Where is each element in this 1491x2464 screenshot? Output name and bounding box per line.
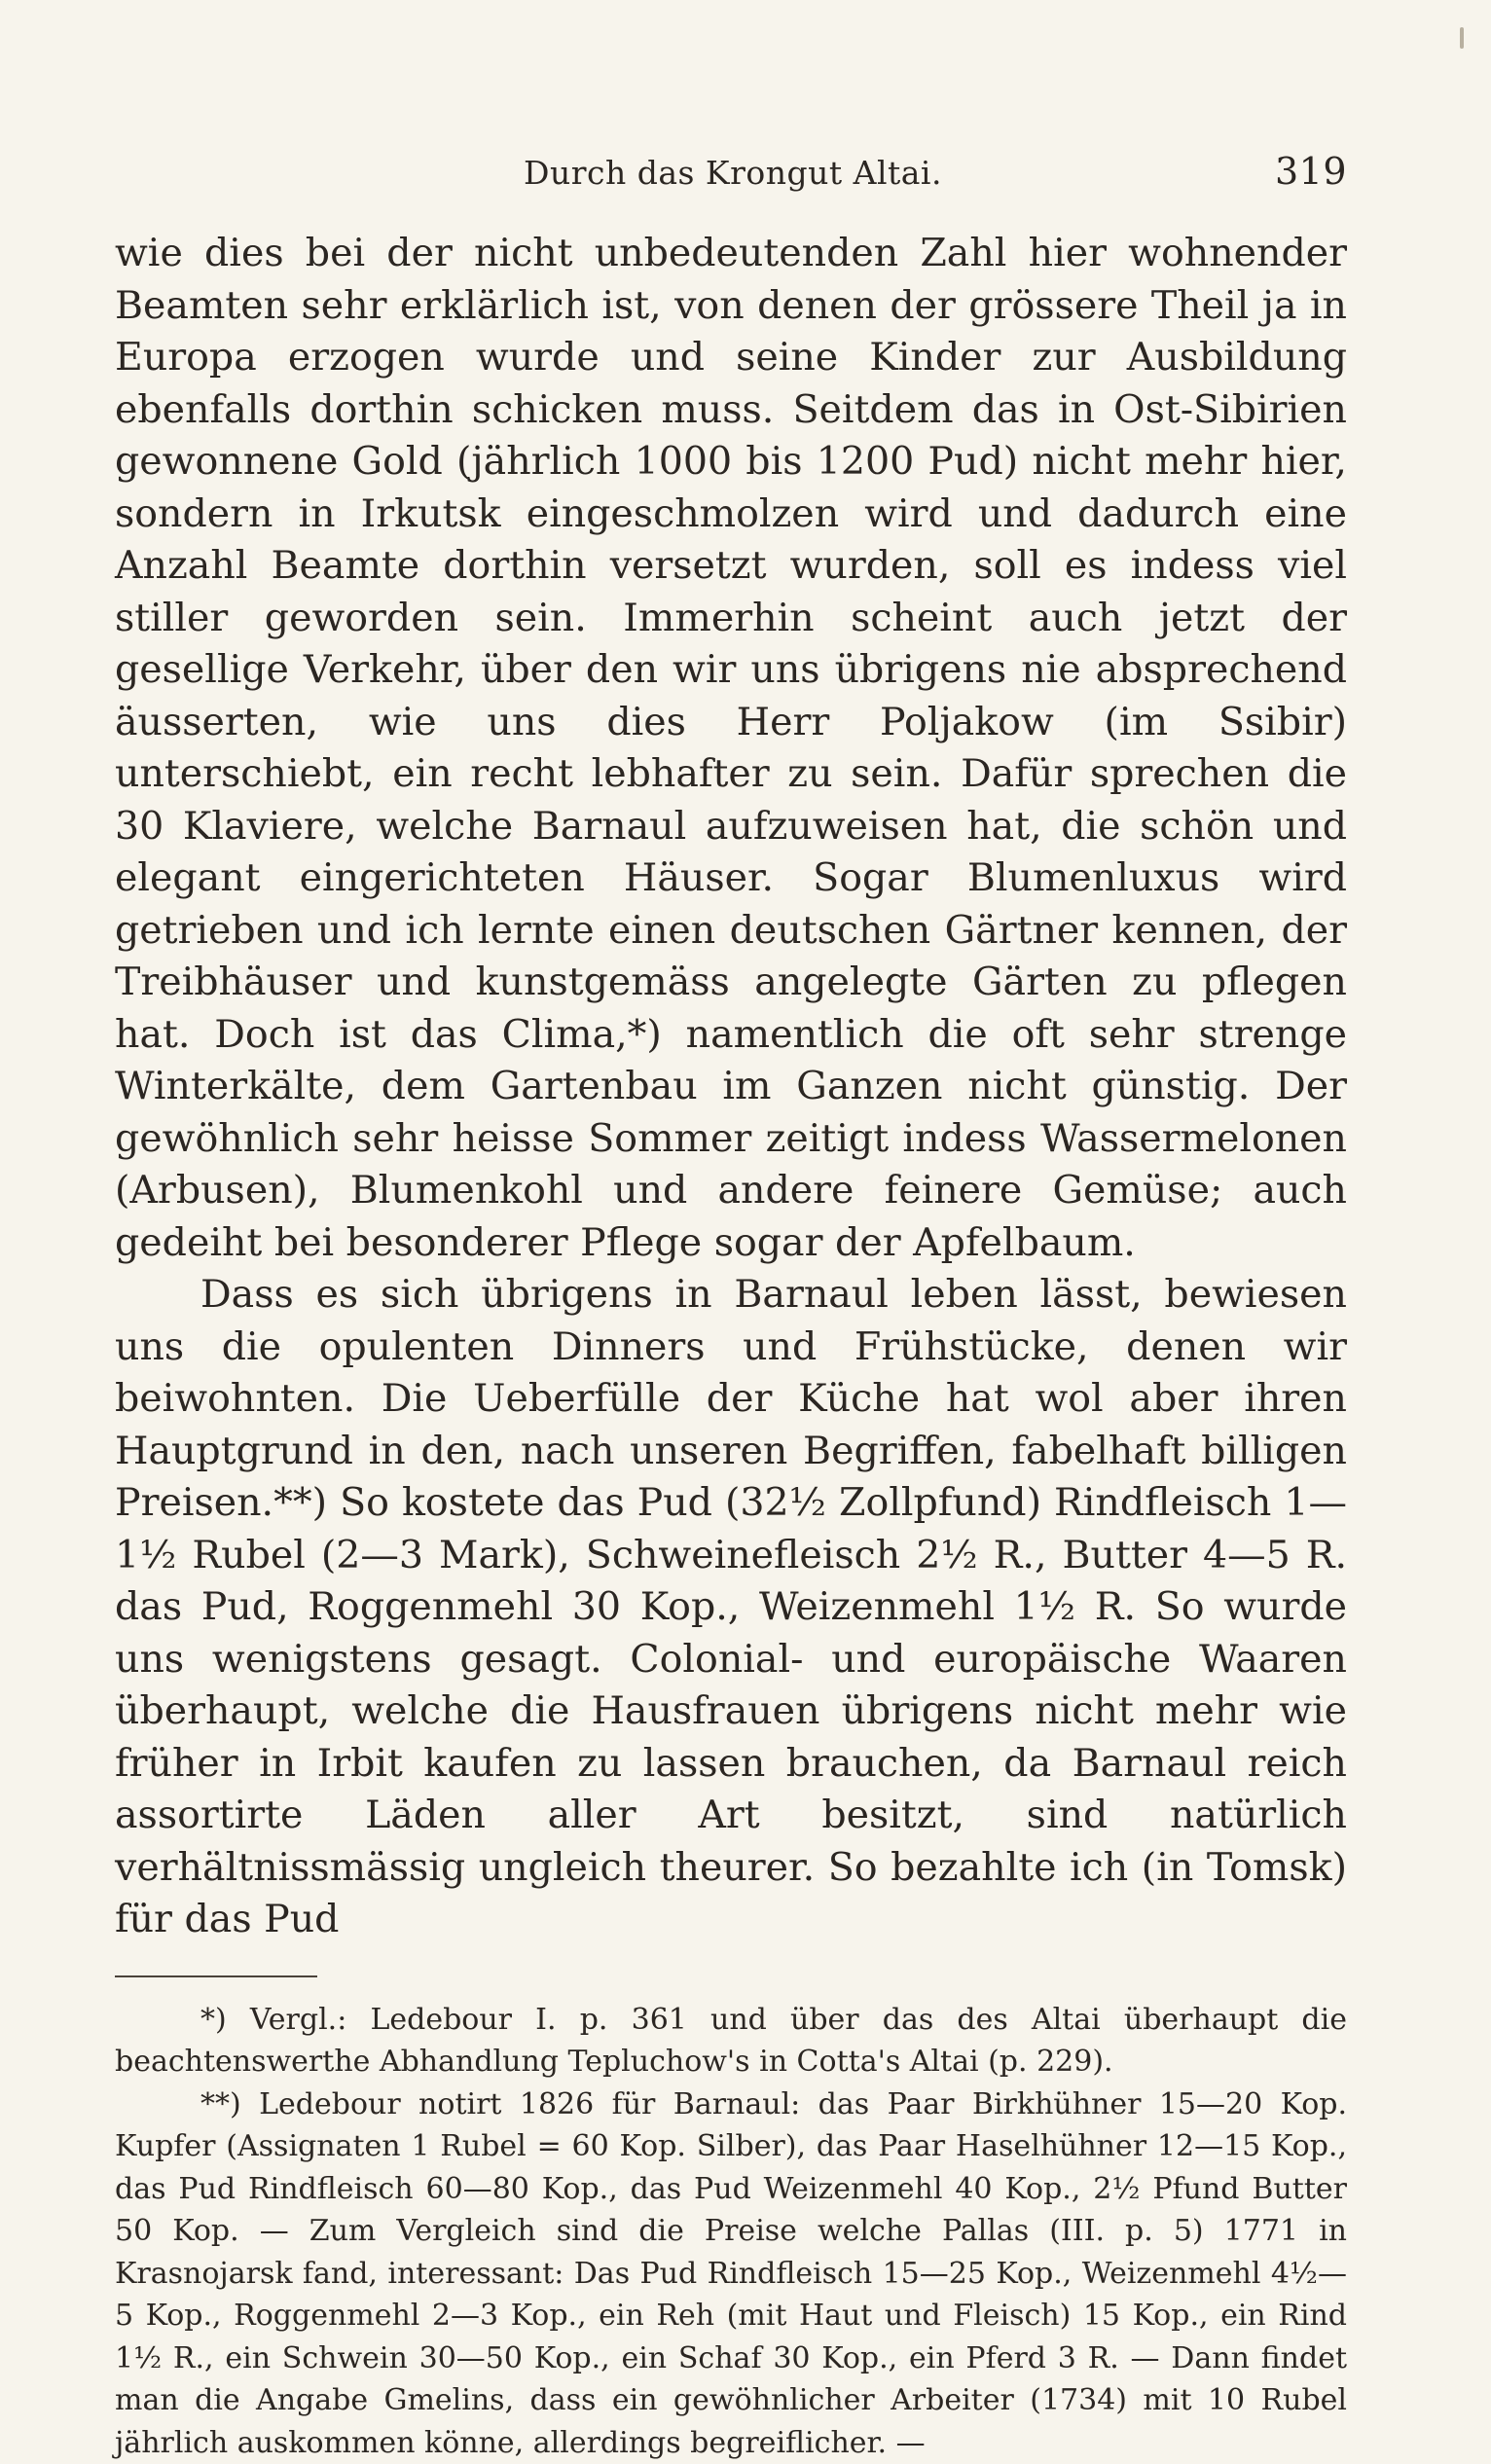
main-text: [115, 228, 1347, 1946]
running-title: Durch das Krongut Altai.: [524, 154, 942, 192]
margin-speck: [1460, 27, 1464, 49]
footnote-rule: [115, 1975, 317, 1977]
running-head: [115, 136, 1347, 195]
footnotes: [115, 1999, 1347, 2464]
paragraph-barnaul-prices: Dass es sich übrigens in Barnaul leben lässt, bewiesen uns die opulenten Dinners und Frühstücke, denen wir beiwohnten. Die Ueberfülle der Küche hat wol aber ihren Hauptgrund in den, nach unseren Begriffen, fabelhaft billigen Preisen.**) So kostete das Pud (32½ Zollpfund) Rindfleisch 1—1½ Rubel (2—3 Mark), Schweinefleisch 2½ R., Butter 4—5 R. das Pud, Roggenmehl 30 Kop., Weizenmehl 1½ R. So wurde uns wenigstens gesagt. Colonial- und europäische Waaren überhaupt, welche die Hausfrauen übrigens nicht mehr wie früher in Irbit kaufen zu lassen brauchen, da Barnaul reich assortirte Läden aller Art besitzt, sind natürlich verhältnissmässig ungleich theurer. So bezahlte ich (in Tomsk) für das Pud: [115, 1269, 1347, 1946]
book-page: [115, 136, 1347, 2464]
paragraph-continued: wie dies bei der nicht unbedeutenden Zahl hier wohnender Beamten sehr erklärlich ist, von denen der grössere Theil ja in Europa erzogen wurde und seine Kinder zur Ausbildung ebenfalls dorthin schicken muss. Seitdem das in Ost-Sibirien gewonnene Gold (jährlich 1000 bis 1200 Pud) nicht mehr hier, sondern in Irkutsk eingeschmolzen wird und dadurch eine Anzahl Beamte dorthin versetzt wurden, soll es indess viel stiller geworden sein. Immerhin scheint auch jetzt der gesellige Verkehr, über den wir uns übrigens nie absprechend äusserten, wie uns dies Herr Poljakow (im Ssibir) unterschiebt, ein recht lebhafter zu sein. Dafür sprechen die 30 Klaviere, welche Barnaul aufzuweisen hat, die schön und elegant eingerichteten Häuser. Sogar Blumenluxus wird getrieben und ich lernte einen deutschen Gärtner kennen, der Treibhäuser und kunstgemäss angelegte Gärten zu pflegen hat. Doch ist das Clima,*) namentlich die oft sehr strenge Winterkälte, dem Gartenbau im Ganzen nicht günstig. Der gewöhnlich sehr heisse Sommer zeitigt indess Wassermelonen (Arbusen), Blumenkohl und andere feinere Gemüse; auch gedeiht bei besonderer Pflege sogar der Apfelbaum.: [115, 228, 1347, 1269]
footnote-1: *) Vergl.: Ledebour I. p. 361 und über das des Altai überhaupt die beachtenswerthe Abhandlung Tepluchow's in Cotta's Altai (p. 229).: [115, 1999, 1347, 2084]
footnote-2: **) Ledebour notirt 1826 für Barnaul: das Paar Birkhühner 15—20 Kop. Kupfer (Assignaten 1 Rubel = 60 Kop. Silber), das Paar Haselhühner 12—15 Kop., das Pud Rindfleisch 60—80 Kop., das Pud Weizenmehl 40 Kop., 2½ Pfund Butter 50 Kop. — Zum Vergleich sind die Preise welche Pallas (III. p. 5) 1771 in Krasnojarsk fand, interessant: Das Pud Rindfleisch 15—25 Kop., Weizenmehl 4½—5 Kop., Roggenmehl 2—3 Kop., ein Reh (mit Haut und Fleisch) 15 Kop., ein Rind 1½ R., ein Schwein 30—50 Kop., ein Schaf 30 Kop., ein Pferd 3 R. — Dann findet man die Angabe Gmelins, dass ein gewöhnlicher Arbeiter (1734) mit 10 Rubel jährlich auskommen könne, allerdings begreiflicher. —: [115, 2084, 1347, 2464]
page-number: 319: [1275, 150, 1347, 193]
